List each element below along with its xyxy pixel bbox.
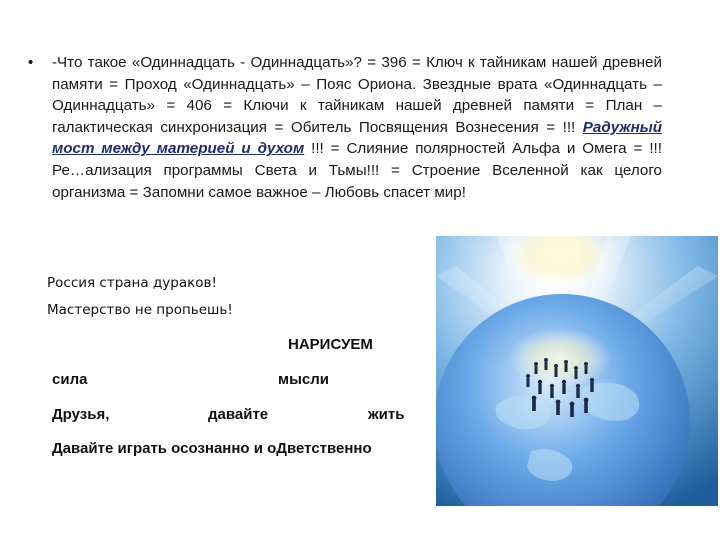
bullet-block bbox=[28, 52, 662, 203]
bullet-symbol: • bbox=[28, 54, 34, 71]
word-mysli: мысли bbox=[278, 371, 329, 388]
note-line-1: Россия страна дураков! bbox=[47, 275, 217, 291]
note-line-2: Мастерство не пропьешь! bbox=[47, 302, 233, 318]
word-druzya: Друзья, bbox=[52, 406, 110, 423]
globe-illustration bbox=[436, 236, 718, 506]
paragraph-highlight: Радужный мост между материей и духом bbox=[52, 118, 662, 158]
paragraph-intro: -Что такое «Одиннадцать - Одиннадцать»? = 396 = Ключ к тайникам нашей древней памяти = Проход «Одиннадцать» – Пояс Ориона. Звездные врата «Одиннадцать – Одиннадцать» = 406 = Ключи к тайникам нашей древней памяти = План – галактическая синхронизация = Обитель Посвящения Вознесения = !!! bbox=[52, 54, 662, 136]
word-davaite: давайте bbox=[208, 406, 269, 423]
main-paragraph bbox=[52, 52, 662, 203]
final-line: Давайте играть осознанно и оДветственно bbox=[52, 440, 372, 457]
globe-people-light-image bbox=[436, 236, 718, 506]
paragraph-outro: !!! = Слияние полярностей Альфа и Омега = !!! Ре…ализация программы Света и Тьмы!!! = Строение Вселенной как целого организма = Запомни самое важное – Любовь спасет мир! bbox=[52, 140, 662, 201]
word-sila: сила bbox=[52, 371, 88, 388]
heading-narisuem: НАРИСУЕМ bbox=[288, 336, 373, 353]
word-zhit: жить bbox=[368, 406, 405, 423]
